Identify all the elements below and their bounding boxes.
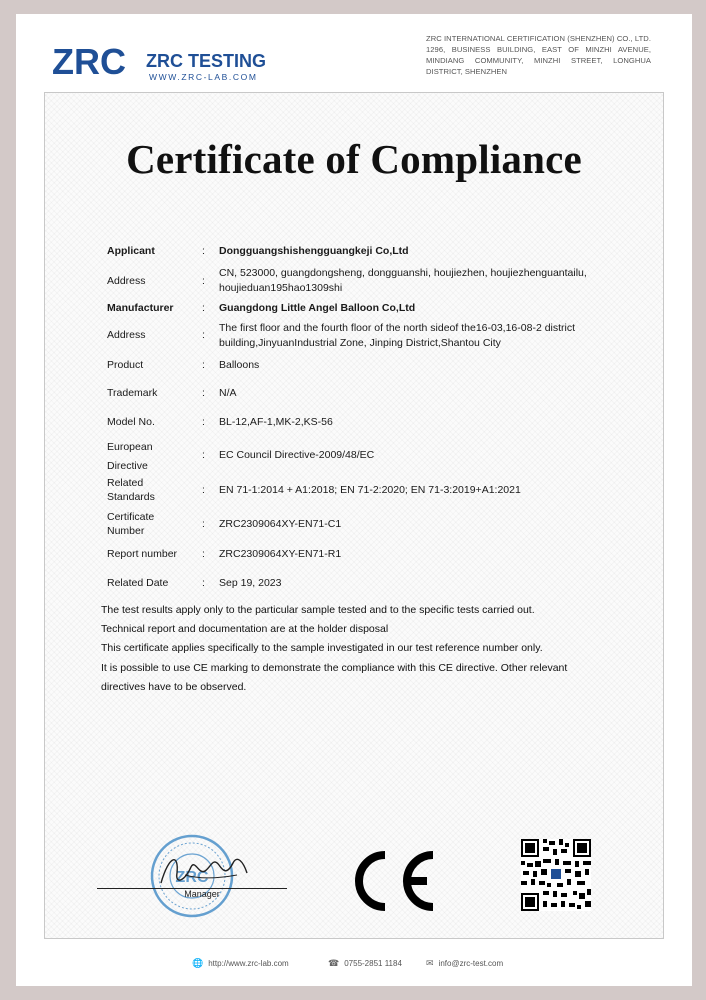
field-value: Balloons: [219, 359, 260, 371]
field-colon: :: [202, 245, 205, 257]
field-colon: :: [202, 416, 205, 428]
phone-text: 0755-2851 1184: [344, 959, 402, 968]
website-text: http://www.zrc-lab.com: [208, 959, 289, 968]
field-value: Sep 19, 2023: [219, 577, 282, 589]
globe-icon: 🌐: [192, 958, 204, 968]
field-colon: :: [202, 484, 205, 496]
compliance-notes: [101, 601, 571, 697]
phone-icon: ☎: [328, 958, 340, 968]
brand-name: ZRC TESTING: [146, 51, 266, 71]
field-colon: :: [202, 302, 205, 314]
field-colon: :: [202, 275, 205, 287]
field-label: Trademark: [107, 387, 158, 399]
field-label: Report number: [107, 548, 178, 560]
footer-phone: [328, 958, 402, 969]
field-label: Product: [107, 359, 144, 371]
field-colon: :: [202, 329, 205, 341]
field-value: ZRC2309064XY-EN71-C1: [219, 518, 342, 530]
field-colon: :: [202, 577, 205, 589]
field-value: ZRC2309064XY-EN71-R1: [219, 548, 342, 560]
field-colon: :: [202, 387, 205, 399]
email-text: info@zrc-test.com: [438, 959, 504, 968]
ce-mark: [347, 849, 439, 913]
certificate-frame: [44, 92, 664, 939]
note-paragraph: This certificate applies specifically to the sample investigated in our test reference number only.: [101, 642, 543, 655]
field-label: Address: [107, 329, 146, 341]
logo-text: ZRC: [52, 41, 126, 82]
footer-email: [426, 958, 503, 969]
note-paragraph: The test results apply only to the particular sample tested and to the specific tests carried out.: [101, 604, 535, 616]
field-label: European Directive: [107, 441, 153, 472]
footer-contact: [16, 958, 692, 972]
field-colon: :: [202, 359, 205, 371]
field-label: Model No.: [107, 416, 155, 428]
ce-mark-text: CE: [347, 849, 349, 850]
field-value: CN, 523000, guangdongsheng, dongguanshi, houjiezhen, houjiezhenguantailu, houjieduan195hao1309shi: [219, 267, 587, 294]
stamp-text: ZRC: [175, 869, 209, 886]
field-value: Dongguangshishengguangkeji Co,Ltd: [219, 245, 409, 257]
zrc-logo: [52, 36, 282, 88]
qr-code: [521, 839, 591, 911]
field-value: The first floor and the fourth floor of the north sideof the16-03,16-08-2 district building,JinyuanIndustrial Zone, Jinping District,Shantou City: [219, 322, 576, 349]
note-paragraph: It is possible to use CE marking to demonstrate the compliance with this CE directive. Other relevant directives have to be observed.: [101, 661, 568, 693]
field-colon: :: [202, 518, 205, 530]
field-value: N/A: [219, 387, 237, 399]
field-colon: :: [202, 548, 205, 560]
field-value: BL-12,AF-1,MK-2,KS-56: [219, 416, 333, 428]
field-value: EC Council Directive-2009/48/EC: [219, 449, 375, 461]
manager-label: Manager: [184, 889, 220, 899]
mail-icon: ✉: [426, 958, 434, 968]
field-colon: :: [202, 449, 205, 461]
field-value: Guangdong Little Angel Balloon Co,Ltd: [219, 302, 416, 314]
company-address: ZRC INTERNATIONAL CERTIFICATION (SHENZHEN) CO., LTD. 1296, BUSINESS BUILDING, EAST OF MINZHI AVENUE, MINDIANG COMMUNITY, MINZHI STREET, LONGHUA DISTRICT, SHENZHEN: [426, 34, 651, 76]
note-paragraph: Technical report and documentation are at the holder disposal: [101, 623, 389, 636]
brand-url: WWW.ZRC-LAB.COM: [149, 72, 258, 82]
field-label: Address: [107, 275, 146, 287]
field-label: Related Date: [107, 577, 169, 589]
field-label: Applicant: [107, 245, 155, 257]
field-label: Certificate Number: [107, 511, 155, 537]
certificate-title: Certificate of Compliance: [126, 136, 582, 182]
field-label: Related Standards: [107, 477, 155, 503]
certificate-sheet: [16, 14, 692, 986]
field-label: Manufacturer: [107, 302, 174, 314]
footer-website: [192, 958, 289, 969]
field-value: EN 71-1:2014 + A1:2018; EN 71-2:2020; EN 71-3:2019+A1:2021: [219, 484, 521, 496]
